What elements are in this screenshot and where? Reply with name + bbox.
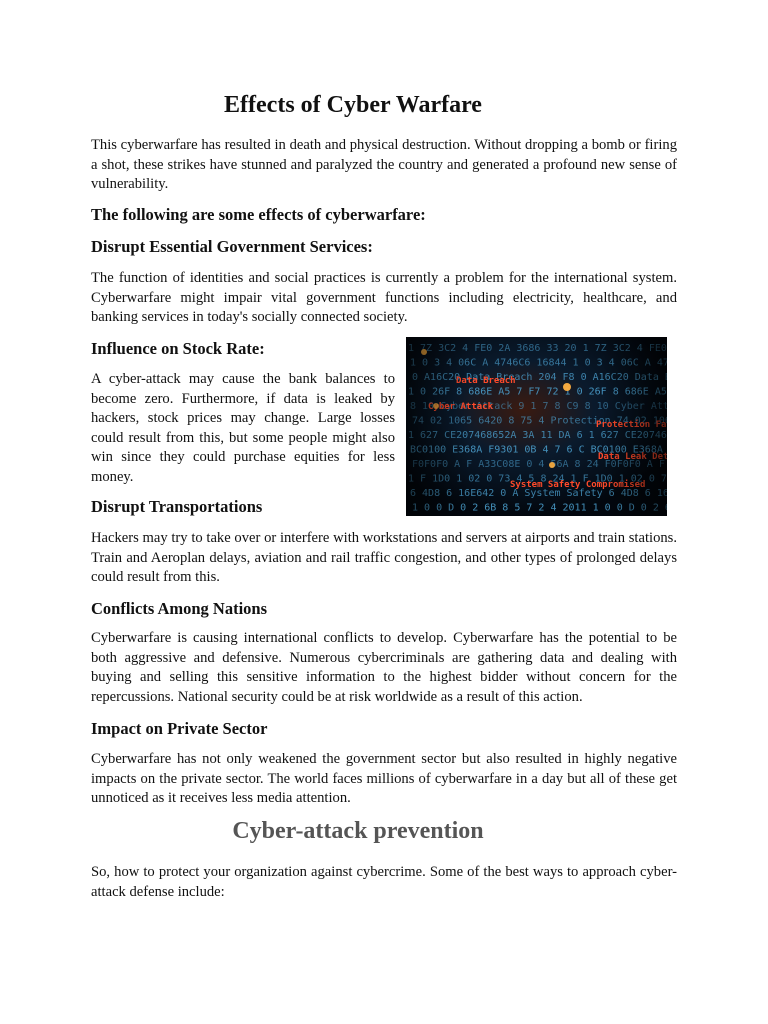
section-heading-conflicts: Conflicts Among Nations: [91, 599, 268, 618]
intro-paragraph: This cyberwarfare has resulted in death and physical destruction. Without dropping a bomb or firing a shot, these strikes have stunned and paralyzed the country and generated a profound new sense of vulnerability.: [91, 137, 677, 193]
cyber-code-graphic: [406, 337, 667, 516]
prevention-intro: So, how to protect your organization against cybercrime. Some of the best ways to approach cyber-attack defense include:: [91, 864, 677, 900]
section-heading-private: Impact on Private Sector: [91, 719, 268, 738]
section-body-transport: Hackers may try to take over or interfere with workstations and servers at airports and train stations. Train and Aeroplan delays, aviation and rail traffic congestion, and other types of prolonged delays could result from this.: [91, 530, 677, 586]
cyber-attack-image: [406, 337, 667, 516]
section-body-private: Cyberwarfare has not only weakened the government sector but also resulted in highly negative impacts on the private sector. The world faces millions of cyberwarfare in a day but all of these get unnoticed as it receives less media attention.: [91, 751, 677, 807]
section-body-stock: A cyber-attack may cause the bank balances to become zero. Furthermore, if data is leaked by hackers, stock prices may change. Large losses could result from this, but some people might also win since they could purchase equities for less money.: [91, 371, 395, 485]
effects-heading: The following are some effects of cyberwarfare:: [91, 205, 426, 224]
section-heading-government: Disrupt Essential Government Services:: [91, 237, 373, 256]
section-body-conflicts: Cyberwarfare is causing international conflicts to develop. Cyberwarfare has the potential to be both aggressive and defensive. Numerous cybercriminals are gathering data and dealing with buying and selling this sensitive information to the highest bidder without concern for the repercussions. National security could be at risk worldwide as a result of this action.: [91, 630, 677, 705]
section-heading-transport: Disrupt Transportations: [91, 497, 263, 516]
section-body-government: The function of identities and social practices is currently a problem for the international system. Cyberwarfare might impair vital government functions including electricity, healthcare, and banking services in today's socially connected society.: [91, 270, 677, 326]
section-heading-stock: Influence on Stock Rate:: [91, 339, 265, 358]
document-title: Effects of Cyber Warfare: [224, 92, 482, 118]
prevention-title: Cyber-attack prevention: [232, 818, 484, 844]
